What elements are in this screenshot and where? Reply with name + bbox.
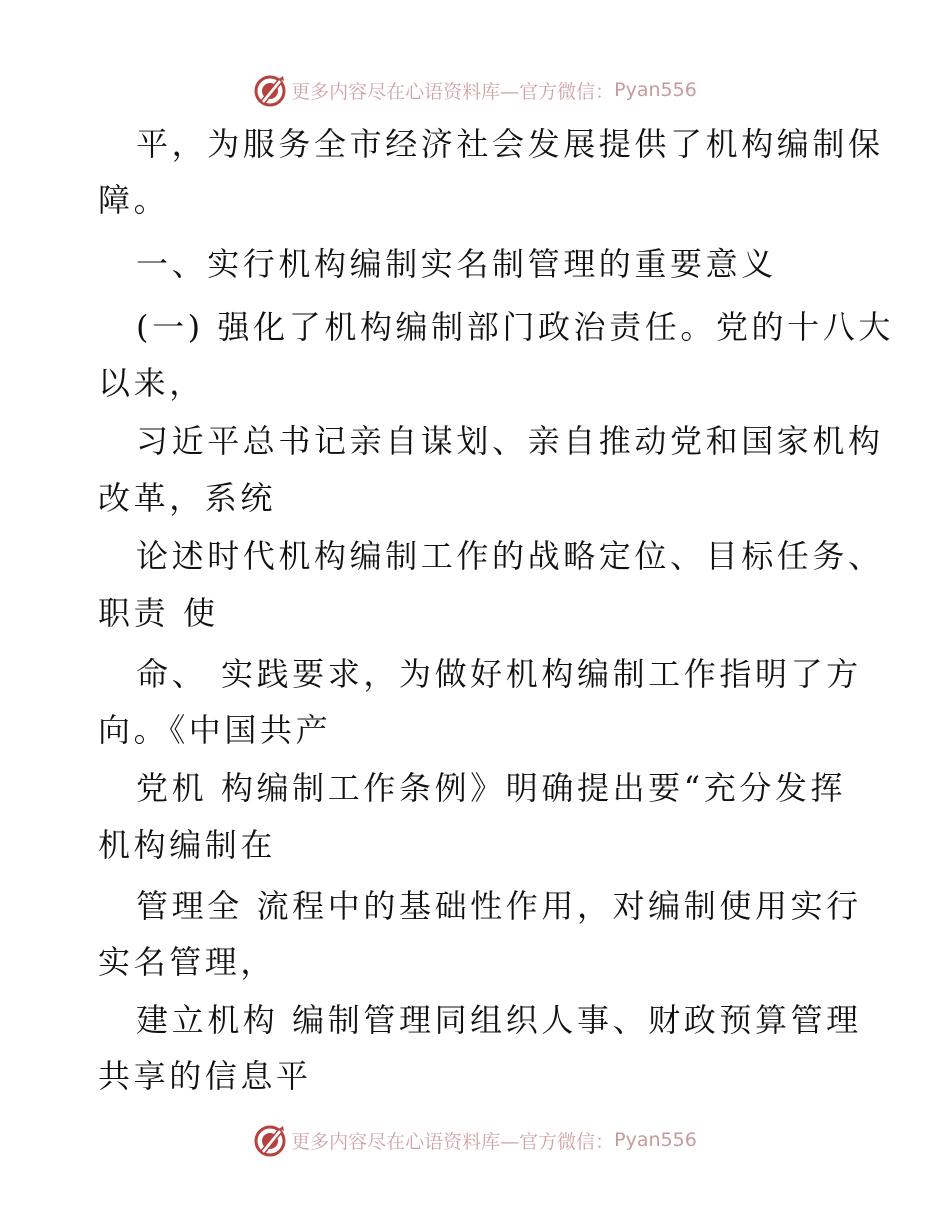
footer-banner-wechat-id: Pyan556	[614, 1129, 697, 1151]
text-line: 习近平总书记亲自谋划、亲自推动党和国家机构	[136, 422, 884, 460]
text-line: 命、 实践要求，为做好机构编制工作指明了方	[136, 655, 862, 693]
text-line: 党机 构编制工作条例》明确提出要“充分发挥	[136, 769, 847, 807]
section-heading: 一、实行机构编制实名制管理的重要意义	[136, 245, 777, 283]
text-line: (一) 强化了机构编制部门政治责任。党的十八大	[136, 308, 894, 346]
text-line: 障。	[98, 181, 170, 219]
text-line: 机构编制在	[98, 826, 277, 864]
text-line: 建立机构 编制管理同组织人事、财政预算管理	[136, 1001, 862, 1039]
text-line: 论述时代机构编制工作的战略定位、目标任务、	[136, 537, 884, 575]
pen-logo-icon	[253, 73, 287, 107]
pen-logo-icon	[253, 1123, 287, 1157]
text-line: 职责 使	[98, 594, 219, 632]
text-line: 改革，系统	[98, 479, 277, 517]
text-line: 平，为服务全市经济社会发展提供了机构编制保	[136, 125, 884, 163]
text-line: 向。《中国共产	[98, 711, 332, 749]
header-banner-wechat-id: Pyan556	[614, 79, 697, 101]
footer-banner	[0, 1120, 950, 1160]
header-banner	[0, 70, 950, 110]
text-line: 实名管理，	[98, 943, 277, 981]
header-banner-text: 更多内容尽在心语资料库—官方微信：	[291, 80, 615, 103]
text-line: 以来，	[98, 364, 205, 402]
text-line: 管理全 流程中的基础性作用，对编制使用实行	[136, 887, 862, 925]
text-line: 共享的信息平	[98, 1057, 312, 1095]
footer-banner-text: 更多内容尽在心语资料库—官方微信：	[291, 1130, 615, 1153]
